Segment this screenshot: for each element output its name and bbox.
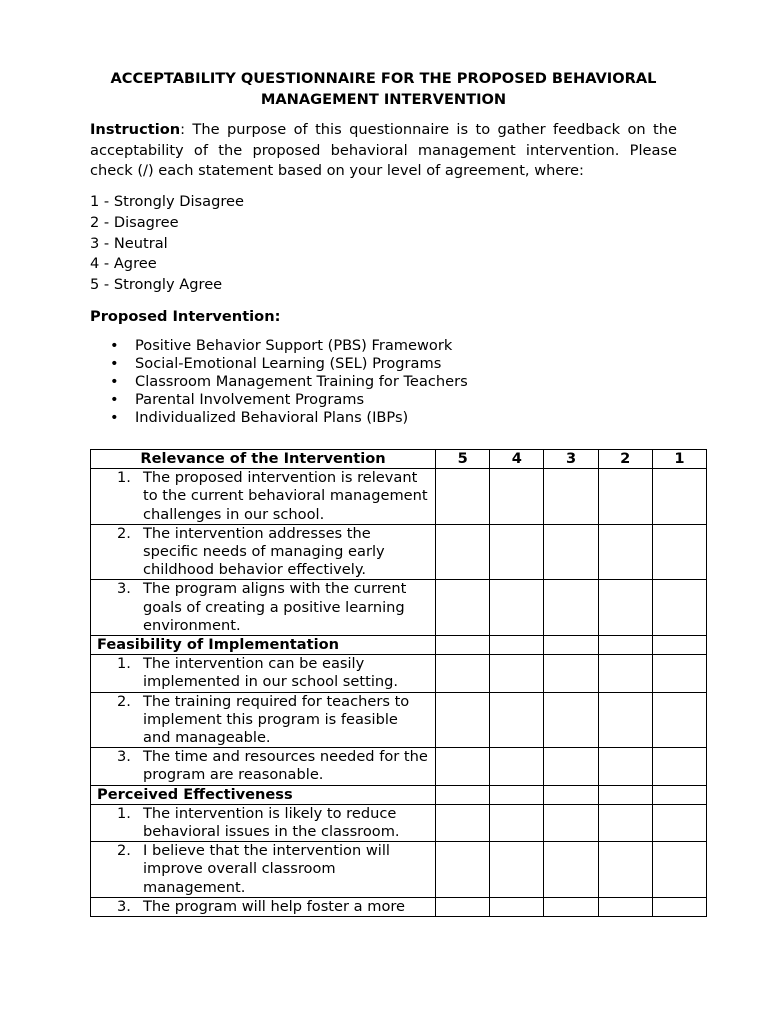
instruction-text: : The purpose of this questionnaire is to gather feedback on the acceptability of the proposed behavioral management intervention. Please check (/) each statement based on your level of agreement, where: [90,121,677,180]
rating-checkbox-5[interactable] [436,897,490,916]
instruction-label: Instruction [90,121,181,138]
bullet-icon: • [110,409,119,427]
rating-checkbox-2[interactable] [598,580,652,636]
item-number: 2. [117,842,131,860]
rating-checkbox-5[interactable] [436,692,490,748]
rating-checkbox-4[interactable] [490,655,544,692]
rating-checkbox-4[interactable] [490,842,544,898]
table-row [91,842,707,898]
rating-checkbox-1[interactable] [652,469,706,525]
rating-checkbox-4[interactable] [490,692,544,748]
statement-cell [91,469,436,525]
table-row [91,524,707,580]
table-header-row [91,450,707,469]
section-heading-feasibility: Feasibility of Implementation [91,636,436,655]
bullet-icon: • [110,336,119,354]
scale-item: 5 - Strongly Agree [90,275,223,293]
item-number: 2. [117,524,131,542]
section-heading-relevance: Relevance of the Intervention [91,450,436,469]
section-heading-effectiveness: Perceived Effectiveness [91,785,436,804]
table-row [91,655,707,692]
rating-checkbox-4[interactable] [490,748,544,785]
statement-cell [91,580,436,636]
rating-checkbox-5[interactable] [436,842,490,898]
table-row [91,748,707,785]
table-row [91,580,707,636]
table-row [91,897,707,916]
item-text: The time and resources needed for the program are reasonable. [143,748,428,784]
statement-cell [91,748,436,785]
rating-checkbox-1[interactable] [652,897,706,916]
statement-cell [91,842,436,898]
rating-checkbox-1[interactable] [652,524,706,580]
rating-checkbox-1[interactable] [652,804,706,841]
statement-cell [91,655,436,692]
intervention-label: Classroom Management Training for Teachers [135,373,468,391]
statement-cell [91,897,436,916]
rating-checkbox-4[interactable] [490,469,544,525]
item-number: 1. [117,655,131,673]
rating-checkbox-3[interactable] [544,897,598,916]
rating-checkbox-5[interactable] [436,524,490,580]
section-row [91,636,707,655]
intervention-item [90,373,677,391]
table-row [91,692,707,748]
scale-item: 4 - Agree [90,255,157,273]
rating-checkbox-2[interactable] [598,842,652,898]
statement-cell [91,524,436,580]
rating-header-4: 4 [490,450,544,469]
intervention-item [90,355,677,373]
rating-checkbox-3[interactable] [544,804,598,841]
rating-checkbox-2[interactable] [598,469,652,525]
item-number: 1. [117,804,131,822]
rating-scale-legend [90,192,677,296]
statement-cell [91,804,436,841]
item-number: 3. [117,748,131,766]
rating-checkbox-5[interactable] [436,804,490,841]
rating-checkbox-4[interactable] [490,897,544,916]
intervention-label: Social-Emotional Learning (SEL) Programs [135,354,442,372]
rating-checkbox-2[interactable] [598,804,652,841]
proposed-intervention-heading: Proposed Intervention: [90,307,281,325]
scale-item: 1 - Strongly Disagree [90,193,245,211]
rating-checkbox-3[interactable] [544,748,598,785]
item-number: 1. [117,469,131,487]
rating-checkbox-3[interactable] [544,692,598,748]
document-page [90,68,677,446]
instruction-paragraph [90,120,677,182]
intervention-item [90,391,677,409]
table-row [91,804,707,841]
document-title [90,68,677,110]
item-text: The proposed intervention is relevant to the current behavioral management challenges in our school. [143,469,428,523]
rating-checkbox-3[interactable] [544,842,598,898]
questionnaire-table [90,449,707,917]
title-line-1: ACCEPTABILITY QUESTIONNAIRE FOR THE PROPOSED BEHAVIORAL [110,70,657,87]
rating-checkbox-1[interactable] [652,692,706,748]
intervention-item [90,337,677,355]
statement-cell [91,692,436,748]
intervention-label: Individualized Behavioral Plans (IBPs) [135,409,409,427]
item-text: The intervention can be easily implemented in our school setting. [143,655,399,691]
rating-header-2: 2 [598,450,652,469]
rating-checkbox-3[interactable] [544,655,598,692]
item-number: 3. [117,897,131,915]
rating-checkbox-5[interactable] [436,469,490,525]
rating-checkbox-3[interactable] [544,469,598,525]
item-text: The intervention addresses the specific needs of managing early childhood behavior effectively. [143,524,385,579]
rating-checkbox-4[interactable] [490,804,544,841]
rating-checkbox-1[interactable] [652,655,706,692]
intervention-item [90,409,677,427]
item-number: 2. [117,692,131,710]
item-text: The program aligns with the current goals of creating a positive learning environment. [143,580,407,634]
item-text: The training required for teachers to implement this program is feasible and manageable. [143,692,410,747]
section-row [91,785,707,804]
item-text: The intervention is likely to reduce behavioral issues in the classroom. [143,804,400,841]
rating-checkbox-1[interactable] [652,580,706,636]
rating-checkbox-2[interactable] [598,748,652,785]
intervention-label: Positive Behavior Support (PBS) Framework [135,336,453,354]
rating-checkbox-2[interactable] [598,655,652,692]
rating-checkbox-1[interactable] [652,748,706,785]
item-text: I believe that the intervention will improve overall classroom management. [143,842,390,896]
title-line-2: MANAGEMENT INTERVENTION [260,91,507,108]
rating-header-5: 5 [436,450,490,469]
scale-item: 3 - Neutral [90,234,168,252]
rating-checkbox-5[interactable] [436,580,490,636]
bullet-icon: • [110,354,119,372]
rating-checkbox-4[interactable] [490,524,544,580]
rating-checkbox-3[interactable] [544,580,598,636]
rating-header-3: 3 [544,450,598,469]
rating-checkbox-4[interactable] [490,580,544,636]
intervention-list [90,337,677,428]
bullet-icon: • [110,391,119,409]
rating-checkbox-5[interactable] [436,655,490,692]
rating-checkbox-2[interactable] [598,692,652,748]
rating-checkbox-2[interactable] [598,524,652,580]
rating-checkbox-3[interactable] [544,524,598,580]
rating-checkbox-1[interactable] [652,842,706,898]
rating-header-1: 1 [652,450,706,469]
intervention-label: Parental Involvement Programs [135,391,365,409]
table-row [91,469,707,525]
item-text: The program will help foster a more [143,897,406,915]
item-number: 3. [117,580,131,598]
rating-checkbox-5[interactable] [436,748,490,785]
bullet-icon: • [110,373,119,391]
rating-checkbox-2[interactable] [598,897,652,916]
scale-item: 2 - Disagree [90,213,179,231]
